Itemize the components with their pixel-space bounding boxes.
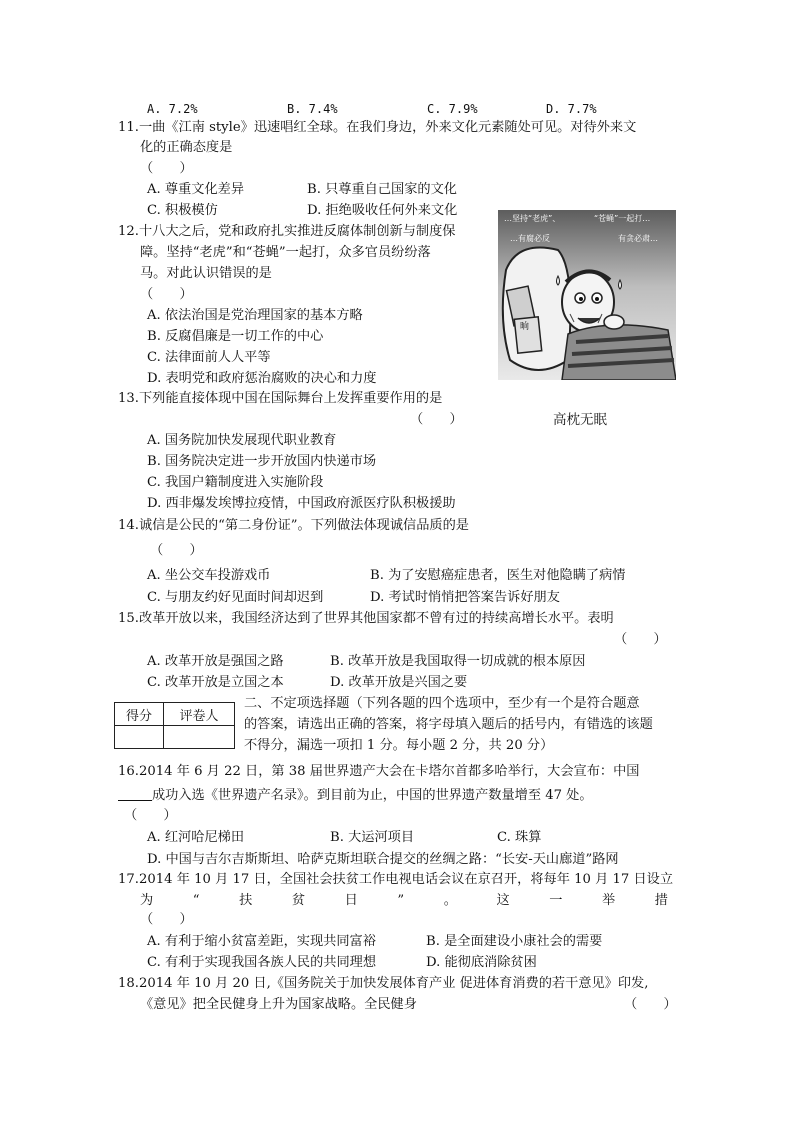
score-label: 得分 <box>115 703 164 726</box>
q16-answer-paren: （ ） <box>124 808 177 823</box>
q13-option-d: D. 西非爆发埃博拉疫情，中国政府派医疗队积极援助 <box>147 496 456 511</box>
q10-option-a: A. 7.2% <box>147 102 198 116</box>
q12-option-c: C. 法律面前人人平等 <box>147 350 271 365</box>
score-table <box>114 702 235 749</box>
q10-option-d: D. 7.7% <box>546 102 597 116</box>
cartoon-text-top-right: “苍蝇”一起打… <box>594 214 651 223</box>
q13-answer-paren: （ ） <box>410 412 463 427</box>
q15-option-c: C. 改革开放是立国之本 <box>147 675 284 690</box>
q16-stem-line-1: 16.2014 年 6 月 22 日，第 38 届世界遗产大会在卡塔尔首都多哈举行，大会宣布：中国 <box>118 764 640 779</box>
q15-option-d: D. 改革开放是兴国之要 <box>330 675 468 690</box>
q14-option-c: C. 与朋友约好见面时间却迟到 <box>147 590 324 605</box>
q17-word: 。 <box>443 893 457 908</box>
q15-option-a: A. 改革开放是强国之路 <box>147 654 284 669</box>
q12-option-d: D. 表明党和政府惩治腐败的决心和力度 <box>147 371 377 386</box>
grader-cell[interactable] <box>164 726 235 749</box>
q11-stem-line-2: 化的正确态度是 <box>140 140 233 155</box>
q17-word: ” <box>397 893 405 908</box>
q13-stem: 13.下列能直接体现中国在国际舞台上发挥重要作用的是 <box>118 391 443 406</box>
q11-option-d: D. 拒绝吸收任何外来文化 <box>307 203 458 218</box>
q17-answer-paren: （ ） <box>140 912 193 927</box>
q12-option-a: A. 依法治国是党治理国家的基本方略 <box>147 308 363 323</box>
cartoon-illustration <box>498 210 676 380</box>
q17-word: 一 <box>549 893 563 908</box>
cartoon-newspaper-text: 晌 <box>520 322 530 332</box>
q11-option-a: A. 尊重文化差异 <box>147 182 245 197</box>
cartoon-text-bottom-right: 有贪必肃… <box>618 234 658 243</box>
q10-option-b: B. 7.4% <box>287 102 338 116</box>
q16-stem-line-2 <box>118 786 593 806</box>
q17-word: 措 <box>654 893 668 908</box>
q16-stem-line-2-text: 成功入选《世界遗产名录》。到目前为止，中国的世界遗产数量增至 47 处。 <box>152 788 593 803</box>
q14-option-a: A. 坐公交车投游戏币 <box>147 568 271 583</box>
q15-option-b: B. 改革开放是我国取得一切成就的根本原因 <box>330 654 586 669</box>
q16-option-c: C. 珠算 <box>497 830 542 845</box>
q16-fill-blank[interactable] <box>118 786 152 801</box>
q14-option-d: D. 考试时悄悄把答案告诉好朋友 <box>370 590 560 605</box>
q14-answer-paren: （ ） <box>150 543 203 558</box>
q17-option-b: B. 是全面建设小康社会的需要 <box>426 934 603 949</box>
q17-stem-line-1: 17.2014 年 10 月 17 日，全国社会扶贫工作电视电话会议在京召开，将每年 10 月 17 日设立 <box>118 872 674 887</box>
q18-stem-line-1: 18.2014 年 10 月 20 日,《国务院关于加快发展体育产业 促进体育消费的若干意见》印发, <box>118 976 649 991</box>
cartoon-text-top-left: …坚持“老虎”、 <box>504 214 561 223</box>
section2-line-2: 的答案，请选出正确的答案，将字母填入题后的括号内，有错选的该题 <box>244 717 653 732</box>
q16-option-a: A. 红河哈尼梯田 <box>147 830 245 845</box>
q18-answer-paren: （ ） <box>624 997 677 1012</box>
q16-option-b: B. 大运河项目 <box>330 830 415 845</box>
q15-answer-paren: （ ） <box>614 632 667 647</box>
q17-option-a: A. 有利于缩小贫富差距，实现共同富裕 <box>147 934 376 949</box>
q10-option-c: C. 7.9% <box>427 102 478 116</box>
q12-stem-line-2: 障。坚持“老虎”和“苍蝇”一起打，众多官员纷纷落 <box>140 245 431 260</box>
q12-stem-line-1: 12.十八大之后，党和政府扎实推进反腐体制创新与制度保 <box>118 224 456 239</box>
q14-option-b: B. 为了安慰癌症患者，医生对他隐瞒了病情 <box>370 568 626 583</box>
cartoon-caption: 高枕无眠 <box>553 412 607 428</box>
q11-option-c: C. 积极模仿 <box>147 203 218 218</box>
q17-option-c: C. 有利于实现我国各族人民的共同理想 <box>147 955 377 970</box>
q17-word: 举 <box>602 893 616 908</box>
q11-stem-line-1: 11.一曲《江南 style》迅速唱红全球。在我们身边，外来文化元素随处可见。对待外来文 <box>118 120 637 135</box>
q17-word: 为 <box>140 893 154 908</box>
q18-stem-line-2: 《意见》把全民健身上升为国家战略。全民健身 <box>140 997 417 1012</box>
q14-stem: 14.诚信是公民的“第二身份证”。下列做法体现诚信品质的是 <box>118 518 469 533</box>
grader-label: 评卷人 <box>164 703 235 726</box>
score-cell[interactable] <box>115 726 164 749</box>
q11-answer-paren: （ ） <box>140 161 193 176</box>
q16-option-d: D. 中国与吉尔吉斯斯坦、哈萨克斯坦联合提交的丝绸之路：“长安-天山廊道”路网 <box>147 852 619 867</box>
q12-answer-paren: （ ） <box>140 287 193 302</box>
section2-line-3: 不得分，漏选一项扣 1 分。每小题 2 分，共 20 分） <box>244 738 554 753</box>
q12-option-b: B. 反腐倡廉是一切工作的中心 <box>147 329 324 344</box>
q13-option-c: C. 我国户籍制度进入实施阶段 <box>147 475 324 490</box>
section2-line-1: 二、不定项选择题（下列各题的四个选项中，至少有一个是符合题意 <box>244 696 640 711</box>
q12-stem-line-3: 马。对此认识错误的是 <box>140 266 272 281</box>
q13-option-a: A. 国务院加快发展现代职业教育 <box>147 433 337 448</box>
q17-word: “ <box>192 893 200 908</box>
q17-word: 日 <box>344 893 358 908</box>
q13-option-b: B. 国务院决定进一步开放国内快递市场 <box>147 454 377 469</box>
q11-option-b: B. 只尊重自己国家的文化 <box>307 182 457 197</box>
q15-stem: 15.改革开放以来，我国经济达到了世界其他国家都不曾有过的持续高增长水平。表明 <box>118 611 614 626</box>
q17-word: 贫 <box>291 893 306 908</box>
q17-stem-line-2 <box>140 891 668 911</box>
q17-option-d: D. 能彻底消除贫困 <box>426 955 537 970</box>
q17-word: 扶 <box>239 893 253 908</box>
cartoon-text-bottom-left: …有腐必反 <box>510 234 550 243</box>
q17-word: 这 <box>496 893 510 908</box>
